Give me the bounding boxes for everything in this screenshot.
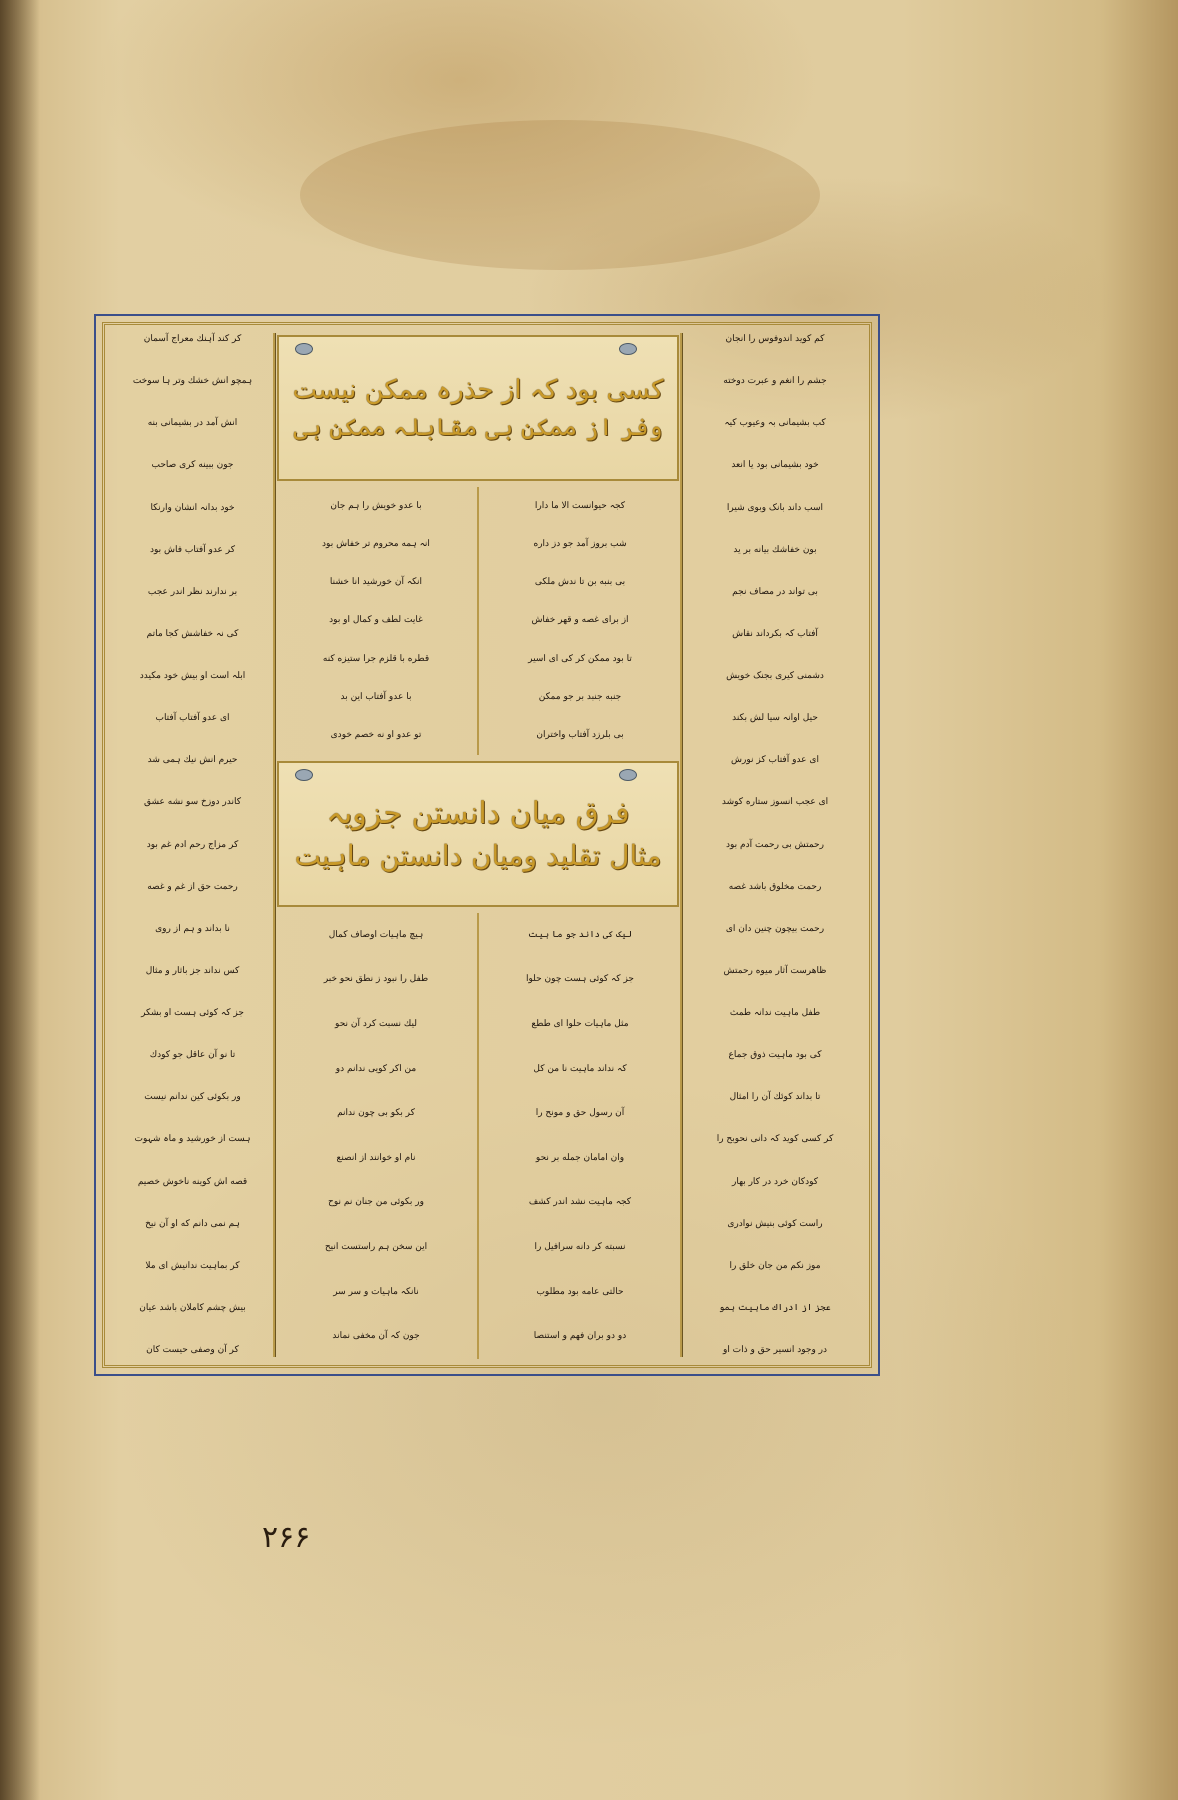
column-divider	[680, 333, 682, 1357]
column-divider	[273, 333, 275, 1357]
verse-line: نا بداند و ہم از روی	[155, 923, 230, 934]
verse-line: کس نداند جز باثار و مثال	[145, 965, 240, 976]
ornament-leaf-icon	[619, 769, 637, 781]
verse-line: حیرم انش نیك ہمی شد	[147, 755, 238, 766]
verse-line: ور بکوئی کین ندانم نیست	[144, 1092, 241, 1103]
rubric-line: فرق میان دانستن جزویہ	[326, 796, 630, 831]
lower-right-subcolumn	[485, 913, 675, 1359]
subcolumn-divider	[477, 487, 479, 755]
verse-line: کر کسی کوید کہ دانی نحوبح را	[716, 1134, 834, 1145]
verse-line: این سخن ہم راستست انیح	[324, 1241, 428, 1252]
verse-line: کم کوید اندوفوس را انجان	[725, 334, 825, 344]
verse-line: کر مزاج رحم ادم غم بود	[146, 839, 239, 850]
ornament-leaf-icon	[295, 343, 313, 355]
rubric-line: وفر از ممکن بی مقابلہ ممکن ہی	[293, 413, 663, 441]
middle-text-block	[277, 335, 679, 1355]
verse-line: با عدو آفتاب این بد	[340, 692, 412, 703]
verse-line: جنبه جنبد بر جو ممکن	[538, 692, 622, 703]
verse-line: بیش چشم کاملان باشد عیان	[139, 1302, 246, 1313]
verse-line: عجز از ادراك ماہیت ہمو	[719, 1302, 831, 1313]
verse-line: شب بروز آمد جو دز داره	[533, 538, 627, 549]
verse-line: بی بلرزد آفتاب واختران	[536, 730, 624, 741]
subcolumn-divider	[477, 913, 479, 1359]
verse-line: من اکر کویی ندانم دو	[335, 1063, 417, 1074]
rubric-line: مثال تقلید ومیان دانستن ماہیت	[294, 839, 662, 872]
verse-line: ہم نمی دانم که او آن نیخ	[145, 1218, 240, 1229]
verse-line: دو دو بران فهم و استنصا	[533, 1331, 627, 1342]
verse-line: با عدو خویش را ہم جان	[330, 500, 422, 511]
verse-line: ای عدو آفتاب کز نورش	[731, 755, 819, 766]
verse-line: نام او خوانند از انصنع	[336, 1152, 416, 1163]
rubric-heading-2	[277, 761, 679, 907]
verse-line: تا نو آن عاقل جو کودك	[149, 1050, 236, 1061]
verse-line: جز کہ کوئی ہست او بشکر	[141, 1008, 244, 1018]
verse-line: انہ ہمه محروم تر خفاش بود	[322, 538, 430, 549]
verse-line: جون ببینه کری صاحب	[151, 460, 234, 471]
verse-line: مثل ماہیات حلوا ای ططع	[531, 1018, 629, 1029]
verse-line: رحمت مخلوق باشد غصه	[728, 881, 822, 892]
verse-line: لیک کی داند جو ما ہیت	[528, 929, 632, 940]
rubric-heading-1	[277, 335, 679, 481]
verse-line: بون خفاشك بیانه بر ید	[733, 544, 817, 555]
verse-line: کر کند آہنك معراج آسمان	[143, 334, 242, 344]
verse-line: راست کوئی بنیش نوادری	[727, 1218, 823, 1229]
verse-line: قطره با قلزم جرا ستیزه کنه	[322, 653, 430, 664]
verse-line: کی نہ خفاشش کجا ماتم	[146, 628, 239, 639]
verse-line: کر بماہیت ندانیش ای ملا	[145, 1260, 240, 1271]
verse-line: کر عدو آفتاب فاش بود	[149, 544, 236, 555]
folio-number: ۲۶۶	[262, 1520, 311, 1555]
verse-line: خود بشیمانی بود یا انعد	[731, 460, 819, 471]
upper-verse-block	[277, 487, 679, 755]
verse-line: حیل اوانہ سیا لش بکند	[732, 713, 818, 724]
verse-line: جون کہ آن مخفی نماند	[332, 1331, 420, 1342]
verse-line: اسب داند بانک وبوی شیرا	[726, 502, 824, 513]
left-text-column	[115, 335, 270, 1355]
verse-line: کجہ ماہیت نشد اندر کشف	[528, 1197, 632, 1208]
verse-line: کی بود ماہیت ذوق جماع	[728, 1050, 822, 1061]
lower-left-subcolumn	[281, 913, 471, 1359]
right-text-column	[685, 335, 865, 1355]
text-frame	[94, 314, 880, 1376]
verse-line: نسبته کر دانه سرافیل را	[534, 1241, 626, 1252]
water-stain	[300, 120, 820, 270]
verse-line: کر آن وصفی حیست کان	[146, 1345, 239, 1355]
verse-line: تا بداند کوئك آن را امثال	[729, 1092, 821, 1103]
verse-line: خود بدانہ انشان وارنکا	[150, 502, 235, 513]
lower-verse-block	[277, 913, 679, 1359]
verse-line: انش آمد در بشیمانی بنه	[147, 418, 238, 429]
verse-line: آفتاب کہ بکرداند نقاش	[732, 628, 818, 639]
verse-line: ہست از خورشید و ماہ شہوت	[134, 1134, 251, 1145]
verse-line: ابلہ است او بیش خود مکیدد	[139, 671, 246, 681]
verse-line: دشمنی کیری بجنک خویش	[726, 671, 824, 681]
verse-line: ای عدو آفتاب آفتاب	[155, 713, 230, 724]
verse-line: کودکان خرد در کار بهار	[731, 1176, 819, 1187]
ornament-leaf-icon	[295, 769, 313, 781]
verse-line: رحمتش بی رحمت آدم بود	[726, 839, 824, 850]
verse-line: بی بنبه بن تا ندش ملکی	[534, 577, 626, 588]
verse-line: نانکہ ماہیات و سر سر	[333, 1286, 419, 1297]
verse-line: بی تواند در مصاف نجم	[732, 586, 818, 597]
rubric-line: کسی بود کہ از حذرہ ممکن نیست	[292, 375, 664, 405]
verse-line: ای عجب انسوز ستاره کوشد	[721, 797, 829, 808]
verse-line: کر بکو بی چون ندانم	[337, 1108, 415, 1119]
verse-line: حالتی عامه بود مطلوب	[536, 1286, 624, 1297]
verse-line: جز کہ کوئی ہست چون حلوا	[526, 974, 634, 985]
upper-left-subcolumn	[281, 487, 471, 755]
verse-line: لیك نسبت کرد آن نحو	[335, 1018, 417, 1029]
binding-gutter-shadow	[0, 0, 40, 1800]
verse-line: غایت لطف و کمال او بود	[329, 615, 423, 626]
verse-line: قصه اش کوینه ناخوش خصیم	[137, 1176, 248, 1187]
verse-line: جشم را انغم و عبرت دوخته	[723, 376, 827, 387]
ornament-leaf-icon	[619, 343, 637, 355]
verse-line: انکہ آن خورشید انا خشنا	[329, 577, 423, 588]
verse-line: کجہ حیوانست الا ما دارا	[534, 500, 626, 511]
verse-line: کب بشیمانی بہ وعیوب کیہ	[724, 418, 826, 429]
verse-line: بر ندارند نظر اندر عجب	[147, 586, 238, 597]
verse-line: در وجود انسیر حق و ذات او	[722, 1345, 828, 1355]
verse-line: کہ نداند ماہیت نا من کل	[533, 1063, 627, 1074]
verse-line: از برای غصه و قهر خفاش	[531, 615, 629, 626]
verse-line: آن رسول حق و مونح را	[535, 1108, 625, 1119]
verse-line: طفل ماہیت ندانہ طمث	[729, 1008, 821, 1018]
verse-line: تو عدو او نه خصم خودی	[330, 730, 422, 741]
verse-line: تا بود ممکن کر کی ای اسیر	[528, 653, 632, 664]
text-frame-inner	[102, 322, 872, 1368]
verse-line: رحمت حق از غم و غصه	[147, 881, 238, 892]
verse-line: موز نکم من جان خلق را	[729, 1260, 821, 1271]
verse-line: رحمت بیچون چنین دان ای	[725, 923, 825, 934]
verse-line: طفل را نبود ز نطق نحو خبر	[323, 974, 429, 985]
verse-line: ور بکوئی من جنان نم نوح	[328, 1197, 424, 1208]
verse-line: ظاهرست آثار میوه رحمتش	[723, 965, 827, 976]
verse-line: ہمچو انش خشك وتر ہا سوخت	[132, 376, 253, 387]
upper-right-subcolumn	[485, 487, 675, 755]
verse-line: کاندر دوزخ سو نشه عشق	[143, 797, 241, 808]
verse-line: ہیچ ماہیات اوصاف کمال	[328, 929, 424, 940]
verse-line: وان امامان جمله بر نحو	[535, 1152, 625, 1163]
